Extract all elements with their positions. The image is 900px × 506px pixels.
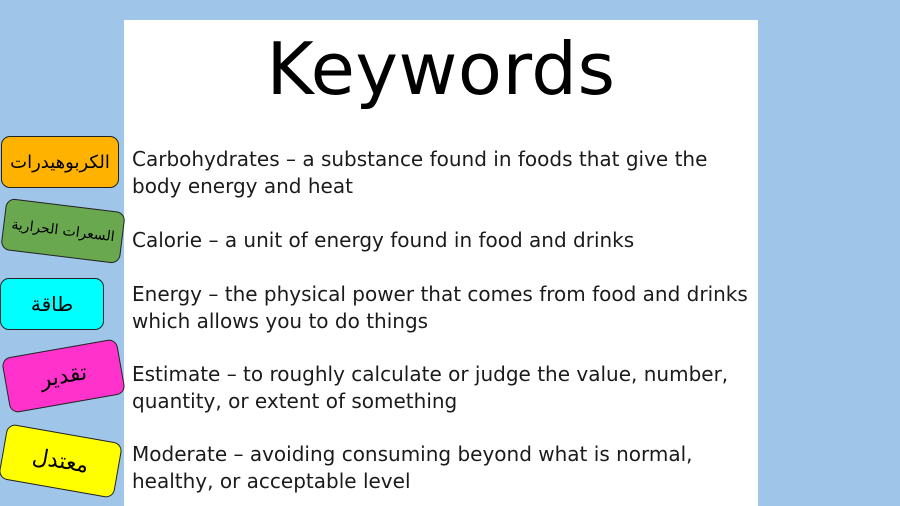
arabic-card-energy: طاقة (0, 278, 104, 330)
arabic-card-moderate: معتدل (0, 423, 123, 498)
arabic-card-estimate: تقدير (1, 338, 126, 413)
definition-moderate: Moderate – avoiding consuming beyond what is normal, healthy, or acceptable level (132, 442, 693, 493)
arabic-card-calorie: السعرات الحرارية (0, 198, 125, 264)
definition-calorie: Calorie – a unit of energy found in food and drinks (132, 228, 635, 252)
definition-energy: Energy – the physical power that comes from food and drinks which allows you to do things (132, 282, 748, 333)
definition-estimate: Estimate – to roughly calculate or judge the value, number, quantity, or extent of something (132, 362, 729, 413)
arabic-card-carbohydrates: الكربوهيدرات (1, 136, 119, 188)
page-title: Keywords (266, 27, 616, 111)
definition-carbohydrates: Carbohydrates – a substance found in foods that give the body energy and heat (132, 147, 708, 198)
